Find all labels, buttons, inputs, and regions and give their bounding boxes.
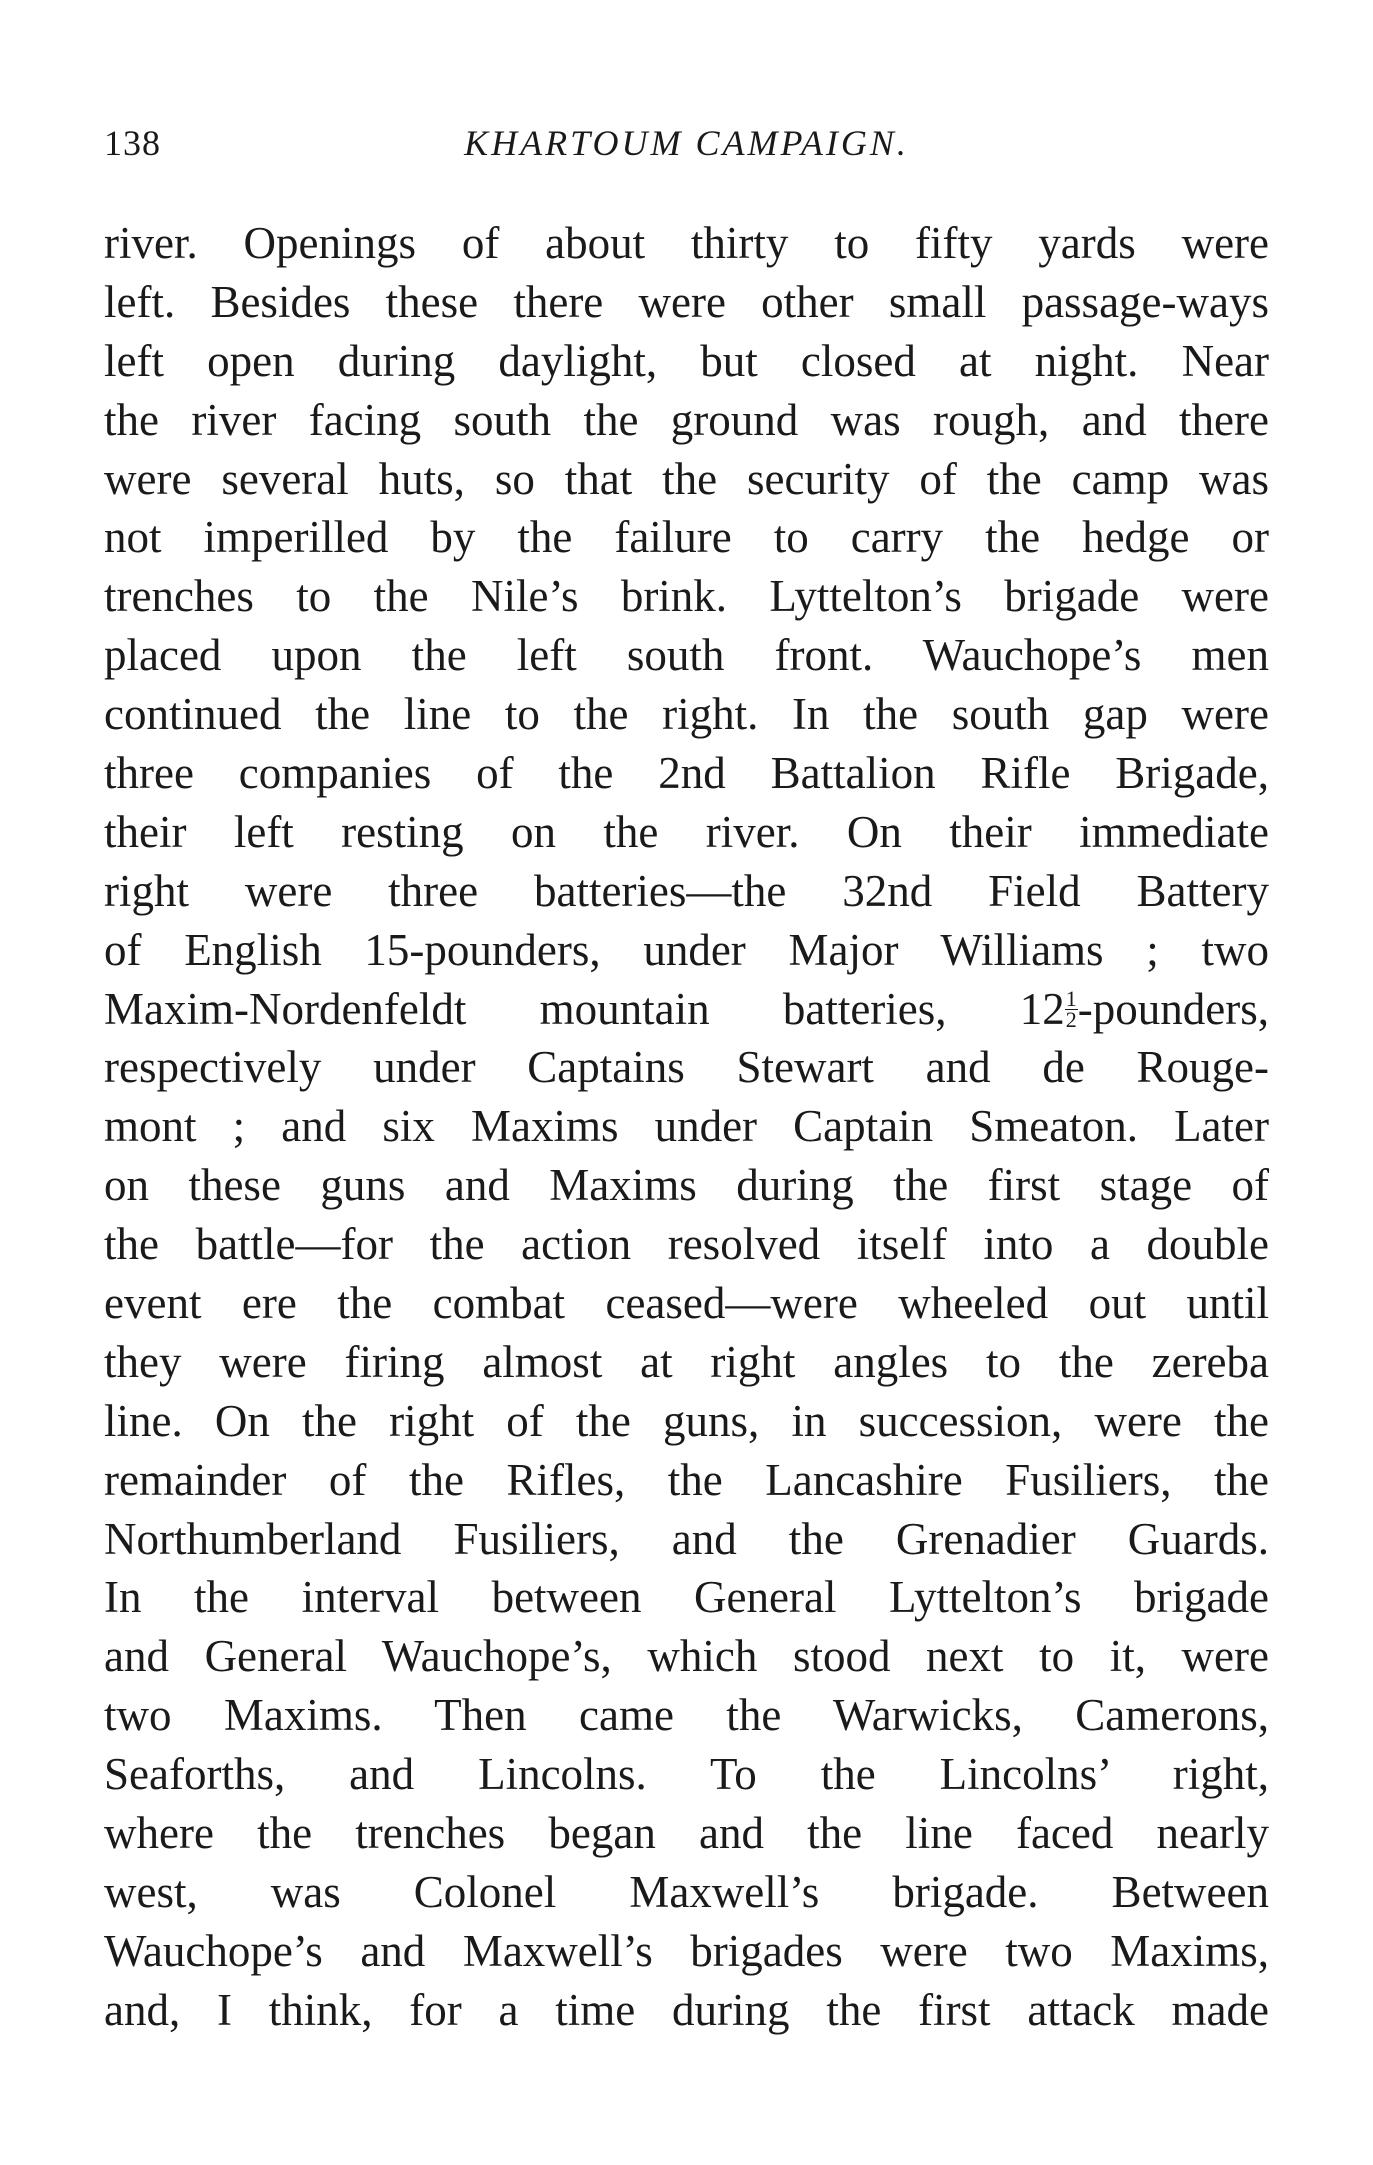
text-line: event ere the combat ceased—were wheeled out until (104, 1278, 1269, 1329)
text-line: right were three batteries—the 32nd Field Battery (104, 865, 1269, 916)
text-line: continued the line to the right. In the south gap were (104, 689, 1269, 740)
fraction-line-before: Maxim-Nordenfeldt mountain batteries, 12 (104, 983, 1065, 1034)
text-line: respectively under Captains Stewart and de Rouge- (104, 1042, 1269, 1093)
text-line: three companies of the 2nd Battalion Rifle Brigade, (104, 748, 1269, 799)
text-line: two Maxims. Then came the Warwicks, Camerons, (104, 1690, 1269, 1741)
text-line: they were firing almost at right angles to the zereba (104, 1336, 1269, 1387)
text-line: their left resting on the river. On their immediate (104, 806, 1269, 857)
text-line: left open during daylight, but closed at night. Near (104, 335, 1269, 386)
text-line: were several huts, so that the security of the camp was (104, 453, 1269, 504)
text-line: line. On the right of the guns, in succession, were the (104, 1395, 1269, 1446)
running-title: KHARTOUM CAMPAIGN. (464, 123, 909, 163)
text-line: Northumberland Fusiliers, and the Grenadier Guards. (104, 1513, 1269, 1564)
fraction-denominator: 2 (1065, 1006, 1077, 1032)
text-line: placed upon the left south front. Wauchope’s men (104, 630, 1269, 681)
text-line-fraction (104, 980, 1269, 1039)
text-line: trenches to the Nile’s brink. Lyttelton’s brigade were (104, 571, 1269, 622)
text-line: In the interval between General Lyttelton’s brigade (104, 1572, 1269, 1623)
text-line: and General Wauchope’s, which stood next to it, were (104, 1631, 1269, 1682)
fraction-numerator: 1 (1065, 985, 1077, 1011)
text-line: Wauchope’s and Maxwell’s brigades were two Maxims, (104, 1925, 1269, 1976)
text-line: of English 15-pounders, under Major Williams ; two (104, 924, 1269, 975)
text-line: the battle—for the action resolved itself into a double (104, 1219, 1269, 1270)
text-line: the river facing south the ground was rough, and there (104, 394, 1269, 445)
text-line: west, was Colonel Maxwell’s brigade. Between (104, 1866, 1269, 1917)
page-header (104, 122, 1269, 172)
page-number: 138 (104, 123, 161, 163)
fraction-one-half (1065, 985, 1078, 1032)
text-line: and, I think, for a time during the first attack made (104, 1984, 1269, 2035)
text-line: Seaforths, and Lincolns. To the Lincolns’ right, (104, 1749, 1269, 1800)
text-line: on these guns and Maxims during the first stage of (104, 1160, 1269, 1211)
fraction-line-after: -pounders, (1077, 983, 1269, 1034)
text-line: mont ; and six Maxims under Captain Smeaton. Later (104, 1101, 1269, 1152)
text-line: left. Besides these there were other small passage-ways (104, 276, 1269, 327)
text-line: not imperilled by the failure to carry the hedge or (104, 512, 1269, 563)
body-text (104, 214, 1269, 2040)
text-line: remainder of the Rifles, the Lancashire Fusiliers, the (104, 1454, 1269, 1505)
text-line: where the trenches began and the line faced nearly (104, 1808, 1269, 1859)
text-line: river. Openings of about thirty to fifty yards were (104, 218, 1269, 268)
